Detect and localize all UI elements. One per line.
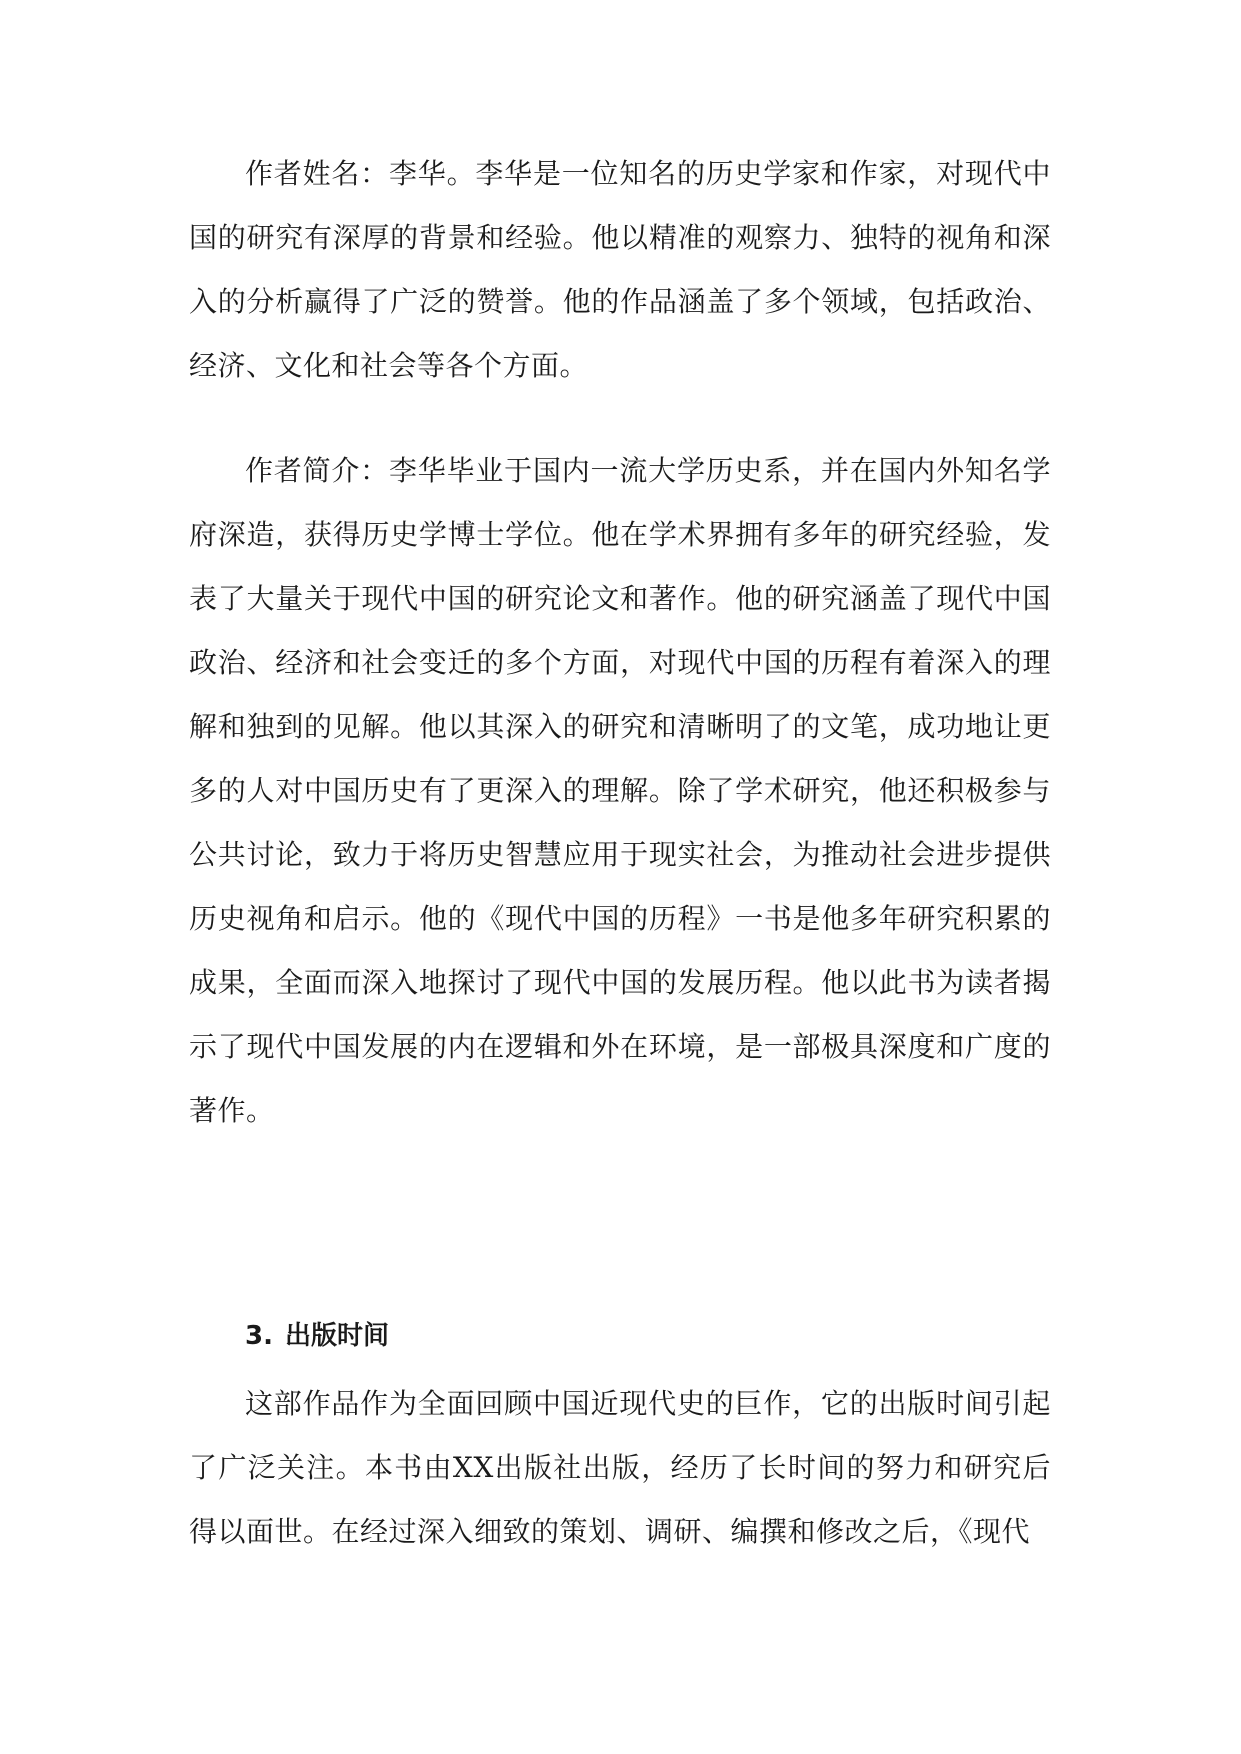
section-heading [245,1306,389,1366]
author-bio-paragraph: 作者简介：李华毕业于国内一流大学历史系，并在国内外知名学府深造，获得历史学博士学位。他在学术界拥有多年的研究经验，发表了大量关于现代中国的研究论文和著作。他的研究涵盖了现代中国政治、经济和社会变迁的多个方面，对现代中国的历程有着深入的理解和独到的见解。他以其深入的研究和清晰明了的文笔，成功地让更多的人对中国历史有了更深入的理解。除了学术研究，他还积极参与公共讨论，致力于将历史智慧应用于现实社会，为推动社会进步提供历史视角和启示。他的《现代中国的历程》一书是他多年研究积累的成果，全面而深入地探讨了现代中国的发展历程。他以此书为读者揭示了现代中国发展的内在逻辑和外在环境，是一部极具深度和广度的著作。 [189,454,1051,1127]
section-number: 3. [245,1321,273,1351]
publication-paragraph: 这部作品作为全面回顾中国近现代史的巨作，它的出版时间引起了广泛关注。本书由XX出版社出版，经历了长时间的努力和研究后得以面世。在经过深入细致的策划、调研、编撰和修改之后，《现代 [189,1387,1051,1548]
section-title: 出版时间 [284,1321,389,1351]
author-name-paragraph: 作者姓名：李华。李华是一位知名的历史学家和作家，对现代中国的研究有深厚的背景和经验。他以精准的观察力、独特的视角和深入的分析赢得了广泛的赞誉。他的作品涵盖了多个领域，包括政治、经济、文化和社会等各个方面。 [189,157,1051,382]
